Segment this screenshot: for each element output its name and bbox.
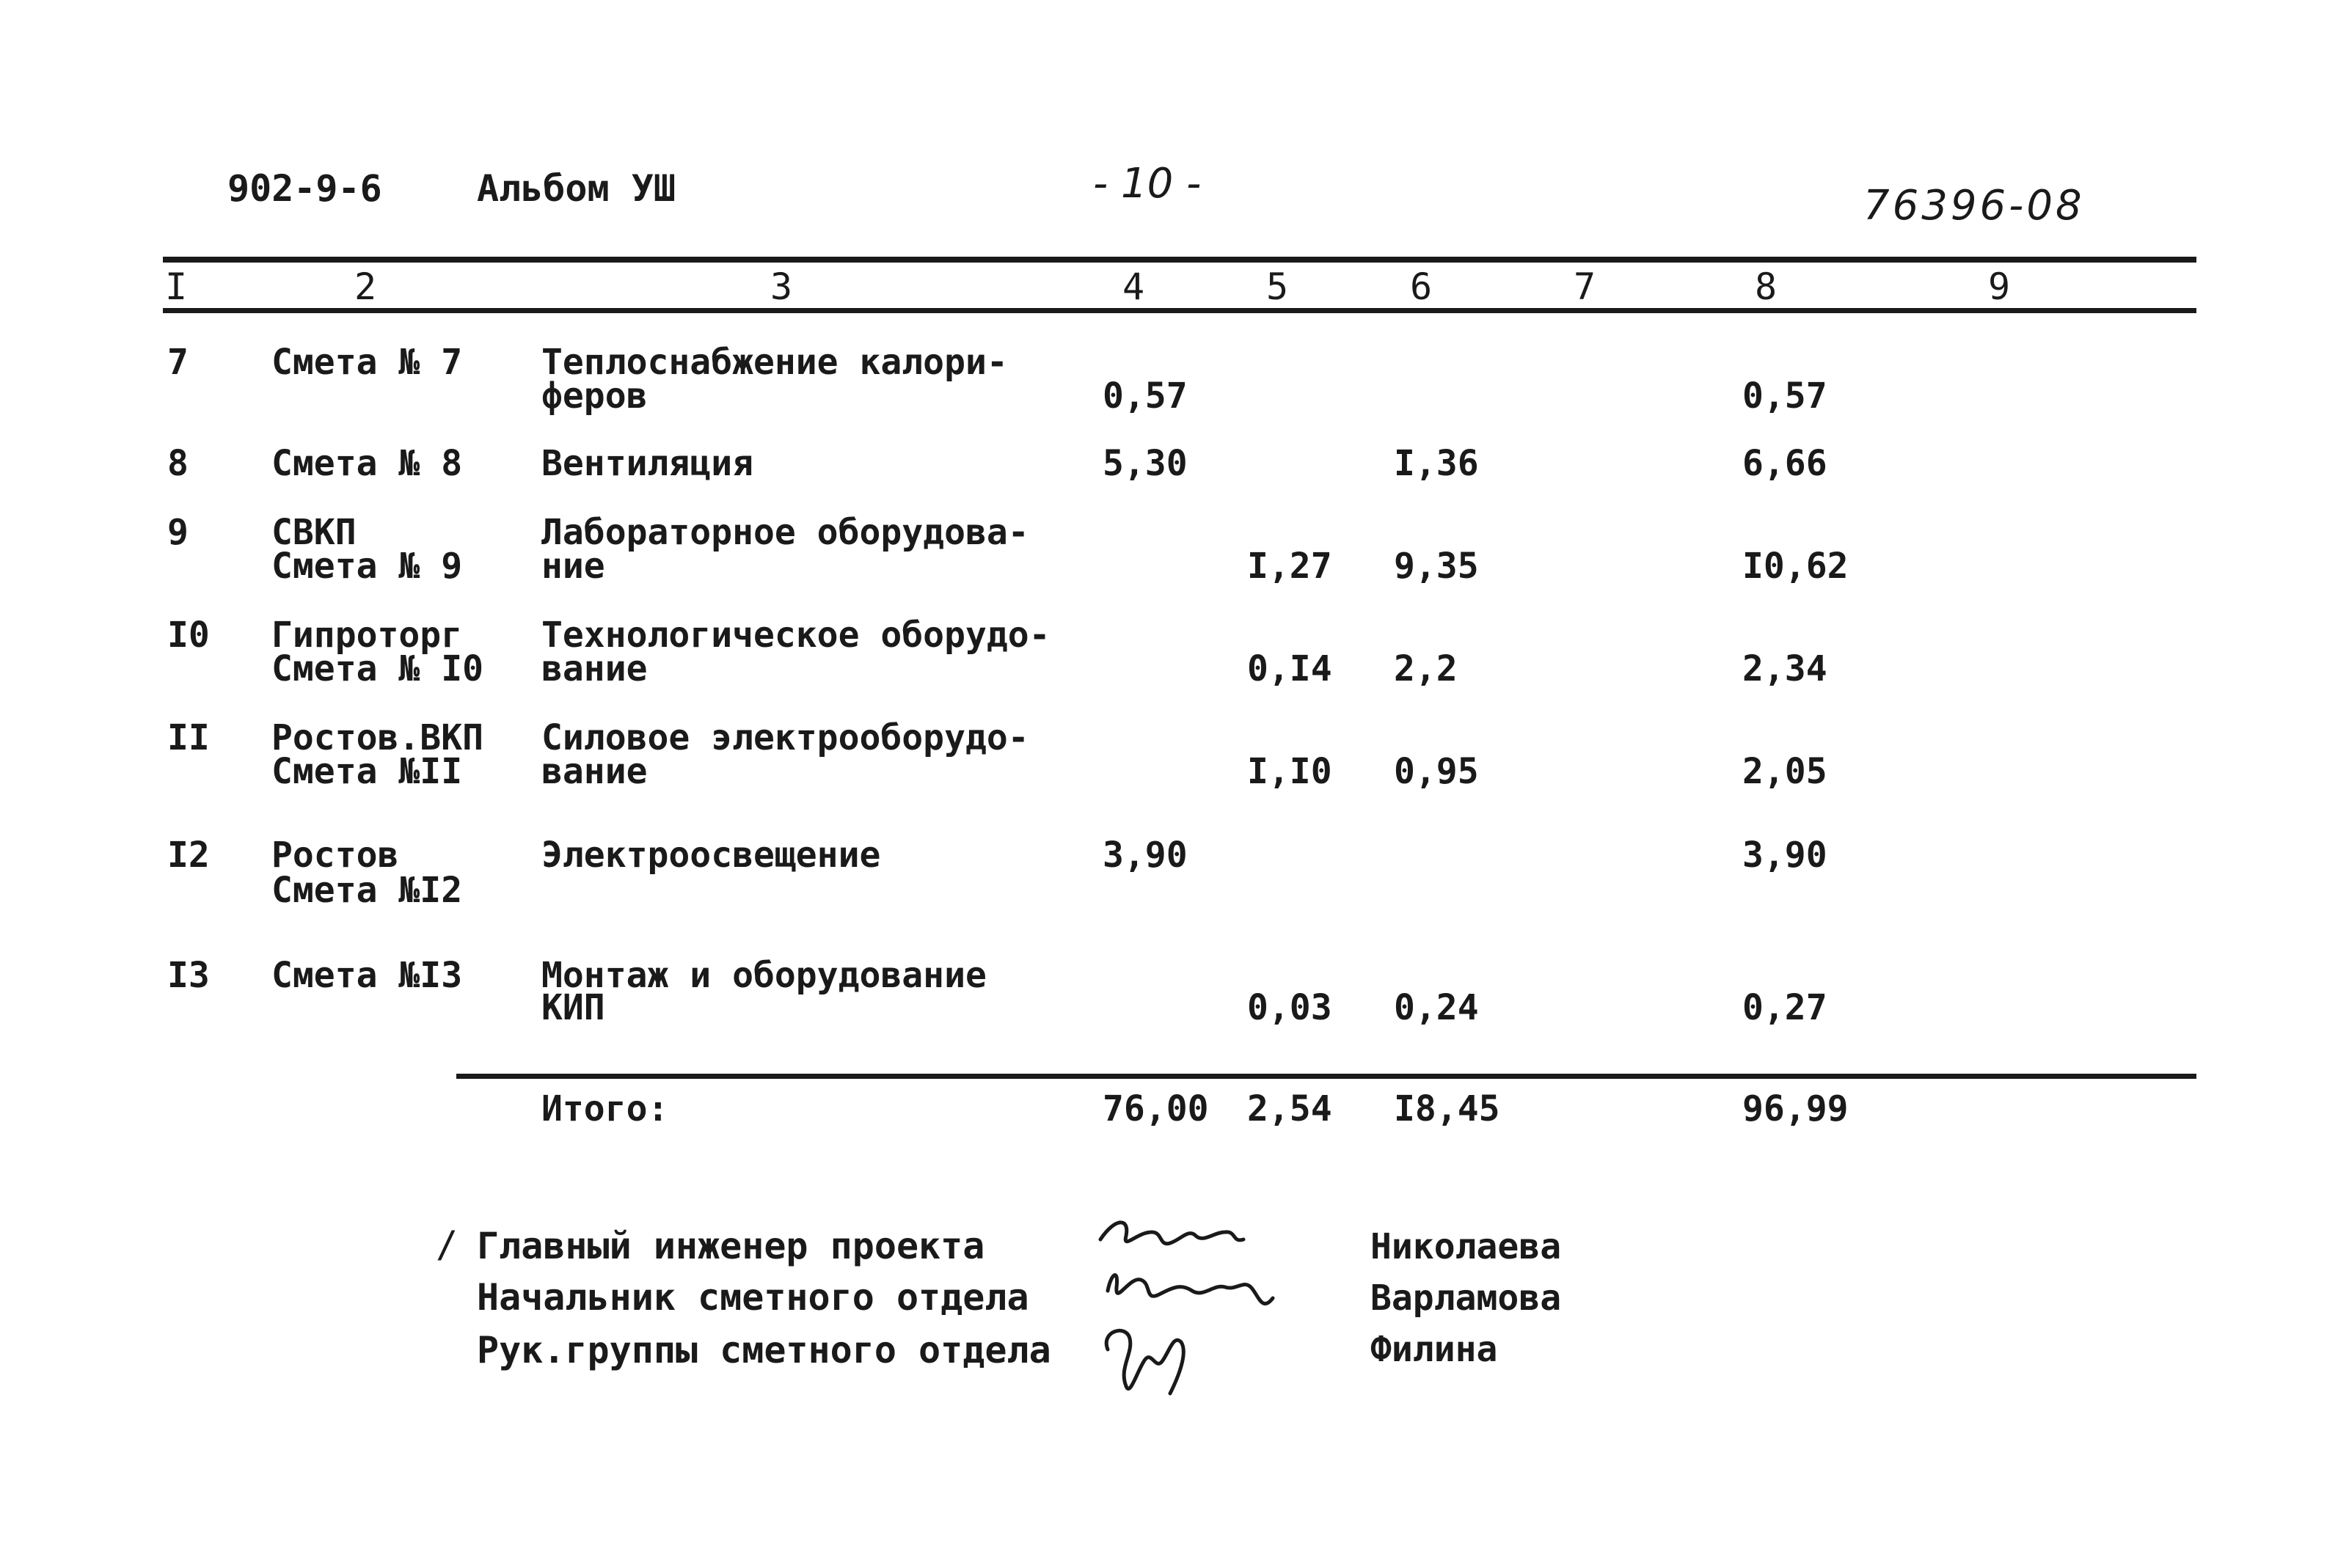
signature-nikolaeva bbox=[1100, 1223, 1243, 1244]
row-name: феров bbox=[541, 375, 648, 417]
column-number: 2 bbox=[354, 265, 377, 308]
total-col4: 76,00 bbox=[1103, 1088, 1209, 1129]
row-source: Смета №II bbox=[271, 751, 463, 792]
row-name: КИП bbox=[541, 987, 605, 1028]
cell-col4: 0,57 bbox=[1103, 375, 1188, 417]
row-source: Смета № 7 bbox=[271, 342, 463, 383]
row-name: Вентиляция bbox=[541, 443, 753, 484]
cell-col8: 2,05 bbox=[1742, 751, 1827, 792]
row-source: Смета № I0 bbox=[271, 648, 483, 689]
cell-col6: 2,2 bbox=[1394, 648, 1458, 689]
cell-col6: 9,35 bbox=[1394, 546, 1479, 587]
cell-col5: I,I0 bbox=[1247, 751, 1332, 792]
row-number: 9 bbox=[167, 512, 189, 553]
total-label: Итого: bbox=[541, 1088, 669, 1129]
signatory-role: Рук.группы сметного отдела bbox=[477, 1329, 1051, 1371]
row-name: Силовое электрооборудо- bbox=[541, 717, 1029, 758]
row-source: СВКП bbox=[271, 512, 357, 553]
cell-col8: 0,27 bbox=[1742, 987, 1827, 1028]
total-col8: 96,99 bbox=[1742, 1088, 1849, 1129]
signature-filina bbox=[1106, 1330, 1183, 1393]
row-source: Смета № 8 bbox=[271, 443, 463, 484]
row-name: Электроосвещение bbox=[541, 835, 881, 876]
row-name: Технологическое оборудо- bbox=[541, 615, 1051, 656]
total-col6: I8,45 bbox=[1394, 1088, 1500, 1129]
table-header-rule bbox=[163, 308, 2196, 313]
row-name: Лабораторное оборудова- bbox=[541, 512, 1029, 553]
column-number: 7 bbox=[1574, 265, 1596, 308]
row-source: Смета №I2 bbox=[271, 870, 463, 911]
row-number: II bbox=[167, 717, 210, 758]
row-number: 7 bbox=[167, 342, 189, 383]
total-col5: 2,54 bbox=[1247, 1088, 1332, 1129]
handwritten-signatures bbox=[1086, 1203, 1350, 1423]
row-number: I3 bbox=[167, 955, 210, 996]
cell-col6: 0,95 bbox=[1394, 751, 1479, 792]
cell-col8: 6,66 bbox=[1742, 443, 1827, 484]
cell-col4: 5,30 bbox=[1103, 443, 1188, 484]
column-number: I bbox=[165, 265, 188, 308]
signatory-name: Варламова bbox=[1370, 1278, 1562, 1319]
cell-col5: 0,I4 bbox=[1247, 648, 1332, 689]
album-label: Альбом УШ bbox=[477, 167, 676, 210]
column-number: 3 bbox=[770, 265, 793, 308]
total-rule bbox=[456, 1074, 2196, 1079]
row-source: Смета №I3 bbox=[271, 955, 463, 996]
row-name: Монтаж и оборудование bbox=[541, 955, 987, 996]
signatory-role: Главный инженер проекта bbox=[477, 1225, 985, 1267]
signatory-name: Филина bbox=[1370, 1329, 1498, 1370]
row-source: Гипроторг bbox=[271, 615, 463, 656]
signature-mark: / bbox=[436, 1223, 459, 1266]
cell-col8: 0,57 bbox=[1742, 375, 1827, 417]
signatory-role: Начальник сметного отдела bbox=[477, 1276, 1029, 1319]
column-number: 9 bbox=[1988, 265, 2011, 308]
cell-col6: I,36 bbox=[1394, 443, 1479, 484]
table-top-rule bbox=[163, 257, 2196, 263]
row-source: Ростов bbox=[271, 835, 399, 876]
row-number: I2 bbox=[167, 835, 210, 876]
cell-col4: 3,90 bbox=[1103, 835, 1188, 876]
page-number: - 10 - bbox=[1093, 160, 1202, 208]
row-name: ние bbox=[541, 546, 605, 587]
row-name: вание bbox=[541, 751, 648, 792]
cell-col8: 3,90 bbox=[1742, 835, 1827, 876]
cell-col6: 0,24 bbox=[1394, 987, 1479, 1028]
cell-col8: 2,34 bbox=[1742, 648, 1827, 689]
row-number: I0 bbox=[167, 615, 210, 656]
doc-inventory-number: 76396-08 bbox=[1863, 182, 2085, 230]
column-number: 8 bbox=[1755, 265, 1778, 308]
signature-varlamova bbox=[1108, 1275, 1273, 1304]
column-number: 4 bbox=[1122, 265, 1145, 308]
row-source: Ростов.ВКП bbox=[271, 717, 483, 758]
document-code: 902-9-6 bbox=[227, 167, 382, 210]
cell-col5: I,27 bbox=[1247, 546, 1332, 587]
signatory-name: Николаева bbox=[1370, 1226, 1562, 1267]
cell-col5: 0,03 bbox=[1247, 987, 1332, 1028]
row-number: 8 bbox=[167, 443, 189, 484]
row-source: Смета № 9 bbox=[271, 546, 463, 587]
row-name: Теплоснабжение калори- bbox=[541, 342, 1008, 383]
row-name: вание bbox=[541, 648, 648, 689]
column-number: 5 bbox=[1266, 265, 1289, 308]
column-number: 6 bbox=[1410, 265, 1433, 308]
cell-col8: I0,62 bbox=[1742, 546, 1849, 587]
